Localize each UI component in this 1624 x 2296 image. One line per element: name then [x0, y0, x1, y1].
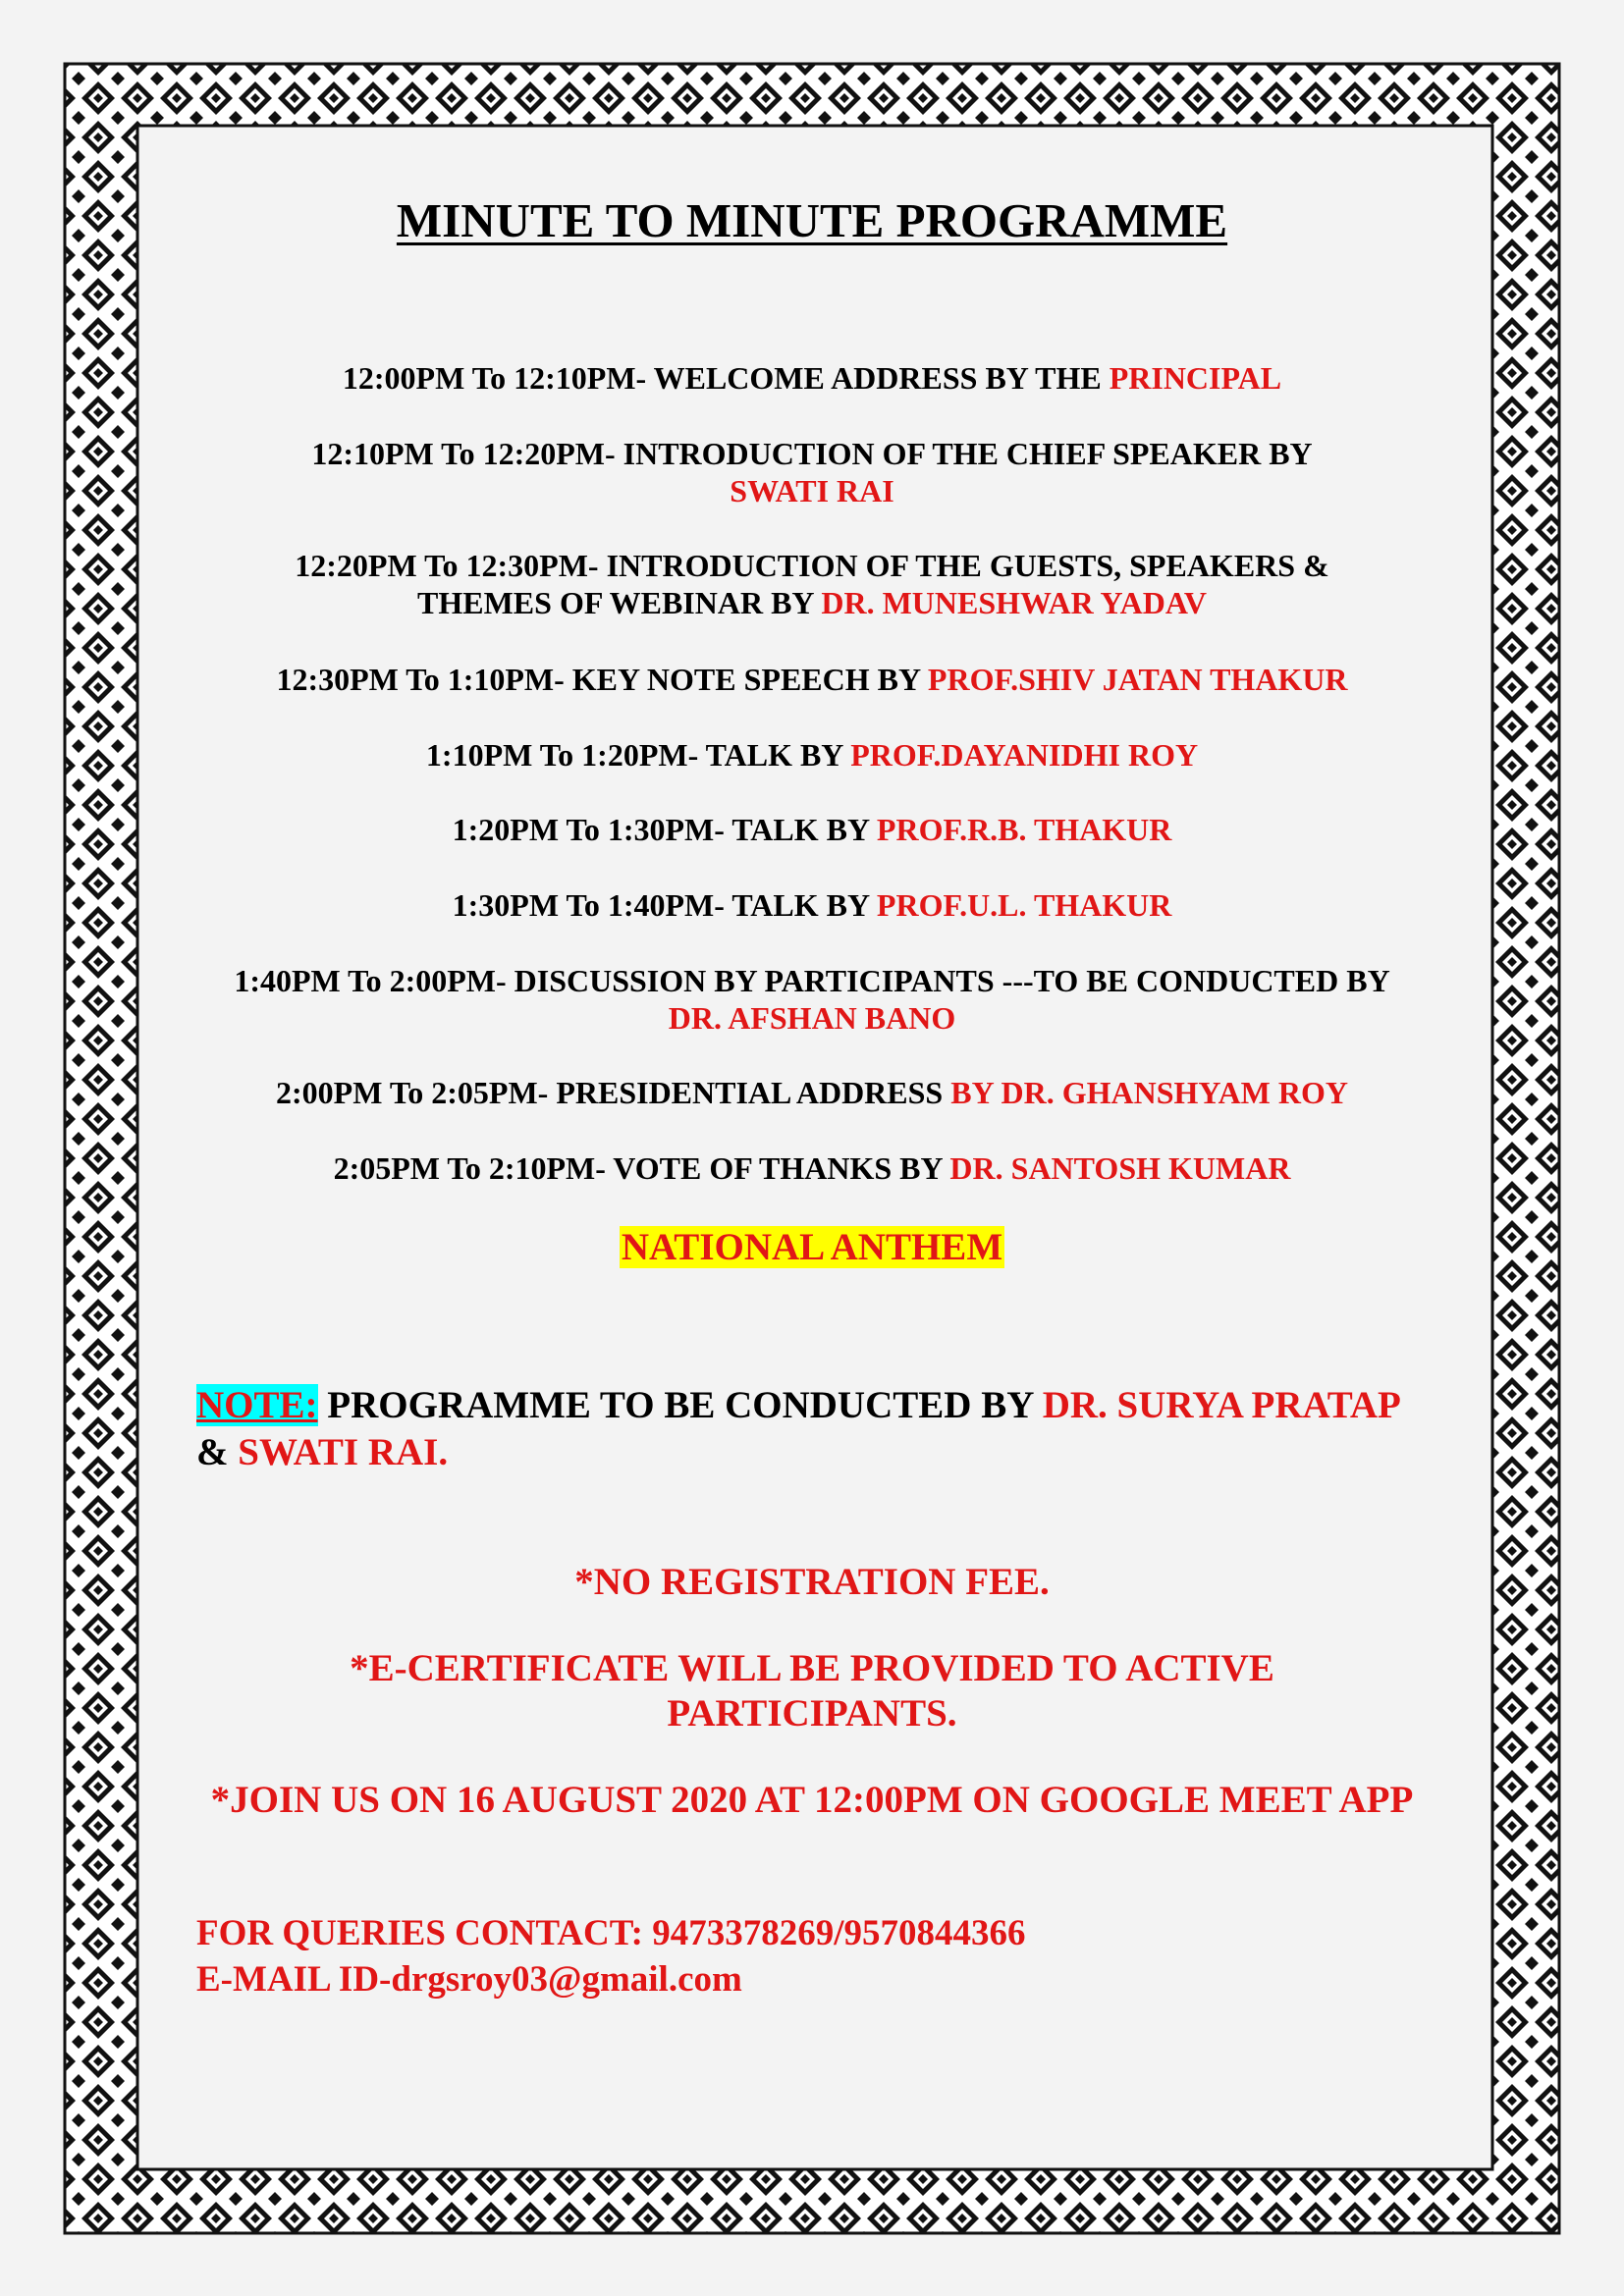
note-text: PROGRAMME TO BE CONDUCTED BY: [317, 1384, 1043, 1426]
schedule-item: 2:00PM To 2:05PM- PRESIDENTIAL ADDRESS BY DR. GHANSHYAM ROY: [276, 1075, 1348, 1110]
note-name-1: DR. SURYA PRATAP: [1042, 1384, 1401, 1426]
note-name-2: SWATI RAI.: [238, 1431, 449, 1473]
programme-page: [137, 0, 1487, 2296]
schedule-item: 2:05PM To 2:10PM- VOTE OF THANKS BY DR. SANTOSH KUMAR: [333, 1150, 1291, 1186]
note-label: NOTE:: [196, 1384, 318, 1426]
registration-fee: *NO REGISTRATION FEE.: [574, 1561, 1050, 1603]
schedule-item: 12:20PM To 12:30PM- INTRODUCTION OF THE GUESTS, SPEAKERS & THEMES OF WEBINAR BY DR. MUNESHWAR YADAV: [295, 548, 1329, 620]
contact-email: E-MAIL ID-drgsroy03@gmail.com: [196, 1959, 742, 2000]
page-title: MINUTE TO MINUTE PROGRAMME: [396, 193, 1228, 247]
schedule-item: 12:10PM To 12:20PM- INTRODUCTION OF THE CHIEF SPEAKER BY SWATI RAI: [311, 436, 1313, 508]
contact-phone: FOR QUERIES CONTACT: 9473378269/9570844366: [196, 1913, 1026, 1953]
schedule-item: 1:10PM To 1:20PM- TALK BY PROF.DAYANIDHI ROY: [425, 737, 1199, 773]
schedule-item: 1:20PM To 1:30PM- TALK BY PROF.R.B. THAKUR: [452, 812, 1172, 847]
certificate-info: *E-CERTIFICATE WILL BE PROVIDED TO ACTIVE PARTICIPANTS.: [350, 1647, 1274, 1735]
schedule-item: 1:30PM To 1:40PM- TALK BY PROF.U.L. THAKUR: [452, 887, 1172, 923]
schedule-item: 1:40PM To 2:00PM- DISCUSSION BY PARTICIPANTS ---TO BE CONDUCTED BY DR. AFSHAN BANO: [234, 963, 1390, 1036]
schedule-item: 12:30PM To 1:10PM- KEY NOTE SPEECH BY PROF.SHIV JATAN THAKUR: [276, 662, 1348, 697]
contact-block: [196, 1910, 1375, 2002]
note-joiner: &: [196, 1431, 239, 1473]
national-anthem: NATIONAL ANTHEM: [621, 1226, 1003, 1268]
join-info: *JOIN US ON 16 AUGUST 2020 AT 12:00PM ON GOOGLE MEET APP: [210, 1779, 1414, 1821]
schedule-item: 12:00PM To 12:10PM- WELCOME ADDRESS BY THE PRINCIPAL: [342, 360, 1282, 396]
note-paragraph: [196, 1382, 1483, 1476]
